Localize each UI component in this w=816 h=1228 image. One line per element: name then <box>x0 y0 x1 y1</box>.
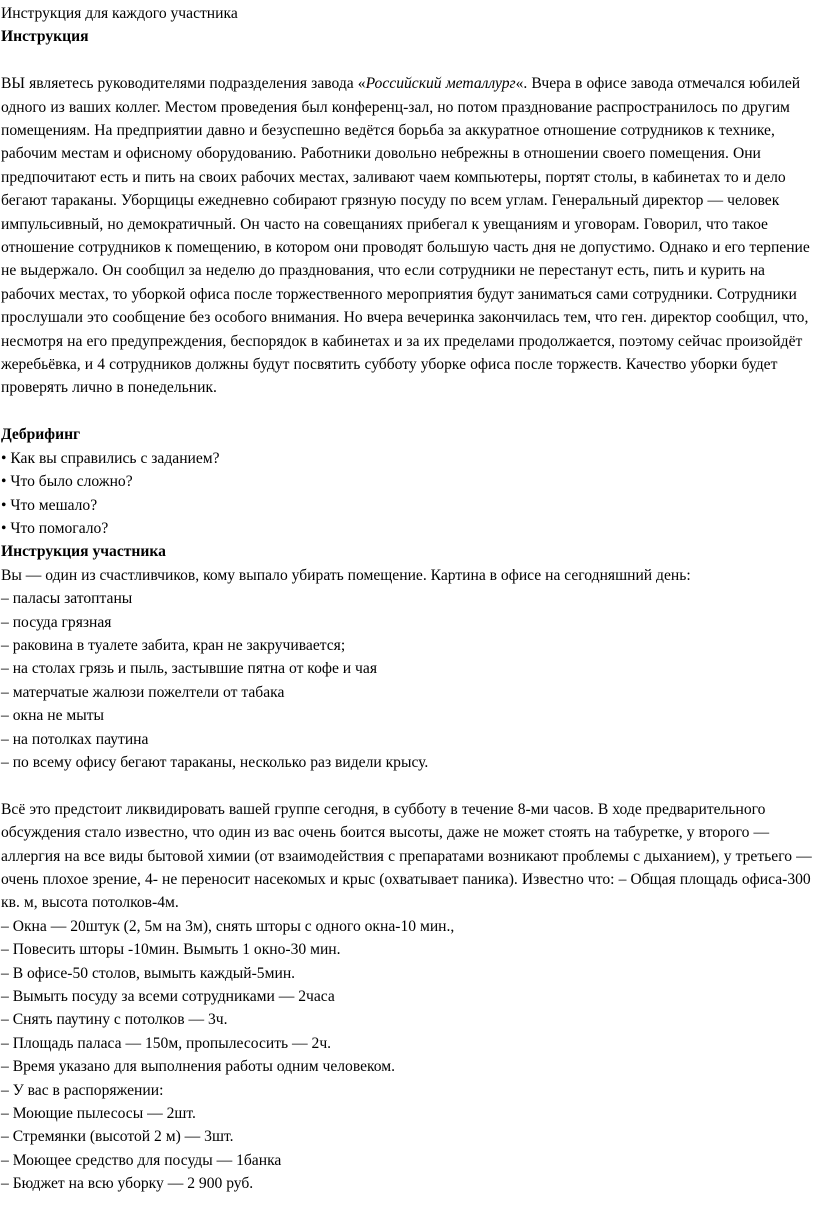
spacer <box>1 400 815 423</box>
office-condition-item: – по всему офису бегают тараканы, несколько раз видели крысу. <box>1 753 429 771</box>
office-condition-item: – окна не мыты <box>1 707 105 725</box>
intro-text-start: ВЫ являетесь руководителями подразделения завода « <box>1 75 366 93</box>
task-item: – Окна — 20штук (2, 5м на 3м), снять шторы с одного окна-10 мин., <box>1 917 455 935</box>
task-item: – Моющие пылесосы — 2шт. <box>1 1105 196 1123</box>
task-item: – Снять паутину с потолков — 3ч. <box>1 1011 228 1029</box>
spacer <box>1 49 815 72</box>
task-item: – Вымыть посуду за всеми сотрудниками — 2часа <box>1 988 335 1006</box>
task-item: – Повесить шторы -10мин. Вымыть 1 окно-30 мин. <box>1 941 341 959</box>
section-heading-instruction: Инструкция <box>1 28 89 46</box>
task-item: – Бюджет на всю уборку — 2 900 руб. <box>1 1175 254 1193</box>
office-condition-item: – матерчатые жалюзи пожелтели от табака <box>1 683 285 701</box>
task-item: – У вас в распоряжении: <box>1 1081 164 1099</box>
spacer <box>1 774 815 797</box>
debriefing-item: • Как вы справились с заданием? <box>1 449 220 467</box>
task-item: – Стремянки (высотой 2 м) — 3шт. <box>1 1128 234 1146</box>
office-condition-item: – паласы затоптаны <box>1 590 133 608</box>
office-condition-item: – на столах грязь и пыль, застывшие пятна от кофе и чая <box>1 660 377 678</box>
section-heading-participant: Инструкция участника <box>1 543 166 561</box>
debriefing-item: • Что помогало? <box>1 519 109 537</box>
intro-paragraph <box>1 72 815 400</box>
intro-text-rest: «. Вчера в офисе завода отмечался юбилей одного из ваших коллег. Местом проведения был конференц-зал, но потом празднование распространилось по другим помещениям. На предприятии давно и безуспешно ведётся борьба за аккуратное отношение сотрудников к технике, рабочим местам и офисному оборудованию. Работники довольно небрежны в отношении своего помещения. Они предпочитают есть и пить на своих рабочих местах, заливают чаем компьютеры, портят столы, в кабинетах то и дело бегают тараканы. Уборщицы ежедневно собирают грязную посуду по всем углам. Генеральный директор — человек импульсивный, но демократичный. Он часто на совещаниях прибегал к увещаниям и уговорам. Говорил, что такое отношение сотрудников к помещению, в котором они проводят большую часть дня не допустимо. Однако и его терпение не выдержало. Он сообщил за неделю до празднования, что если сотрудники не перестанут есть, пить и курить на рабочих местах, то уборкой офиса после торжественного мероприятия будут заниматься сами сотрудники. Сотрудники прослушали это сообщение без особого внимания. Но вчера вечеринка закончилась тем, что ген. директор сообщил, что, несмотря на его предупреждения, беспорядок в кабинетах и за их пределами продолжается, поэтому сейчас произойдёт жеребьёвка, и 4 сотрудников должны будут посвятить субботу уборке офиса после торжеств. Качество уборки будет проверять лично в понедельник. <box>1 75 810 397</box>
company-name: Российский металлург <box>365 75 516 93</box>
task-item: – Площадь паласа — 150м, пропылесосить — 2ч. <box>1 1034 332 1052</box>
participant-lead: Вы — один из счастливчиков, кому выпало убирать помещение. Картина в офисе на сегодняшний день: <box>1 566 691 584</box>
section-heading-debriefing: Дебрифинг <box>1 426 81 444</box>
task-item: – Время указано для выполнения работы одним человеком. <box>1 1058 396 1076</box>
document-title: Инструкция для каждого участника <box>1 5 238 22</box>
debriefing-item: • Что мешало? <box>1 496 98 514</box>
office-condition-item: – посуда грязная <box>1 613 112 631</box>
office-condition-item: – раковина в туалете забита, кран не закручивается; <box>1 636 346 654</box>
office-condition-item: – на потолках паутина <box>1 730 149 748</box>
task-item: – Моющее средство для посуды — 1банка <box>1 1151 282 1169</box>
task-item: – В офисе-50 столов, вымыть каждый-5мин. <box>1 964 296 982</box>
task-paragraph: Всё это предстоит ликвидировать вашей группе сегодня, в субботу в течение 8-ми часов. В ходе предварительного обсуждения стало известно, что один из вас очень боится высоты, даже не может стоять на табуретке, у второго — аллергия на все виды бытовой химии (от взаимодействия с препаратами возникают проблемы с дыханием), у третьего — очень плохое зрение, 4- не переносит насекомых и крыс (охватывает паника). Известно что: – Общая площадь офиса-300 кв. м, высота потолков-4м. <box>1 800 812 912</box>
debriefing-item: • Что было сложно? <box>1 473 133 491</box>
